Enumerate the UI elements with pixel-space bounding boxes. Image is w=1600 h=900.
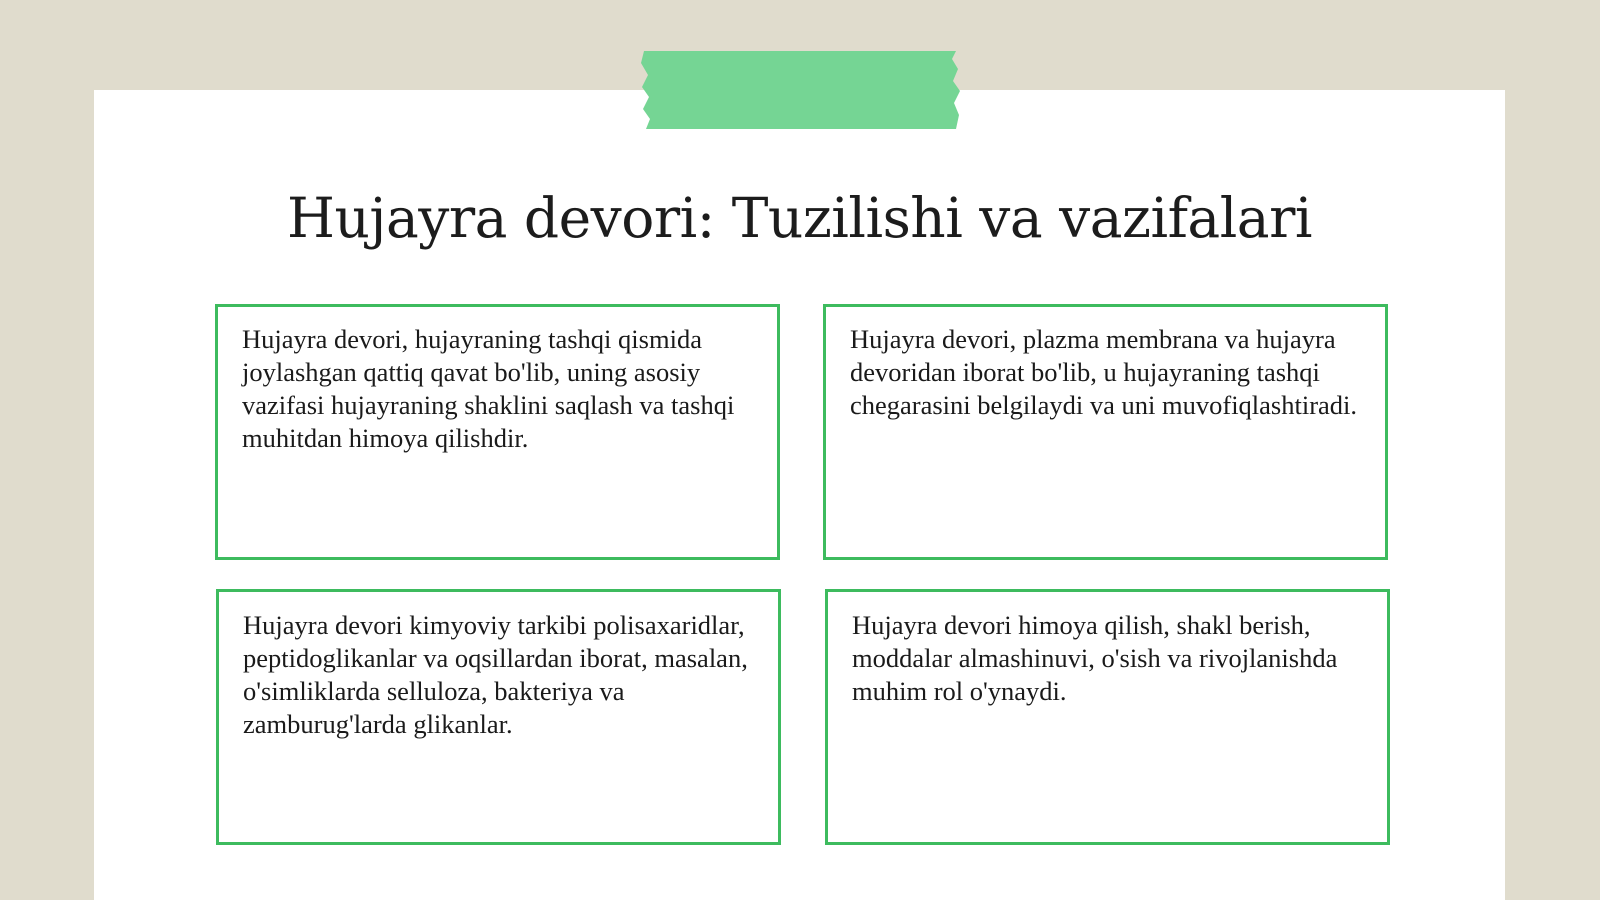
info-card-1 bbox=[215, 304, 780, 560]
tape-decoration bbox=[640, 51, 960, 129]
slide-title: Hujayra devori: Tuzilishi va vazifalari bbox=[287, 186, 1312, 250]
info-card-4 bbox=[825, 589, 1390, 845]
info-card-4-text: Hujayra devori himoya qilish, shakl berish, moddalar almashinuvi, o'sish va rivojlanishda muhim rol o'ynaydi. bbox=[852, 610, 1338, 706]
info-card-2-text: Hujayra devori, plazma membrana va hujayra devoridan iborat bo'lib, u hujayraning tashqi chegarasini belgilaydi va uni muvofiqlashtiradi. bbox=[850, 324, 1358, 420]
info-card-2 bbox=[823, 304, 1388, 560]
info-card-1-text: Hujayra devori, hujayraning tashqi qismida joylashgan qattiq qavat bo'lib, uning asosiy vazifasi hujayraning shaklini saqlash va tashqi muhitdan himoya qilishdir. bbox=[242, 324, 735, 453]
info-card-3 bbox=[216, 589, 781, 845]
info-card-3-text: Hujayra devori kimyoviy tarkibi polisaxaridlar, peptidoglikanlar va oqsillardan iborat, masalan, o'simliklarda selluloza, bakteriya va zamburug'larda glikanlar. bbox=[243, 610, 748, 739]
